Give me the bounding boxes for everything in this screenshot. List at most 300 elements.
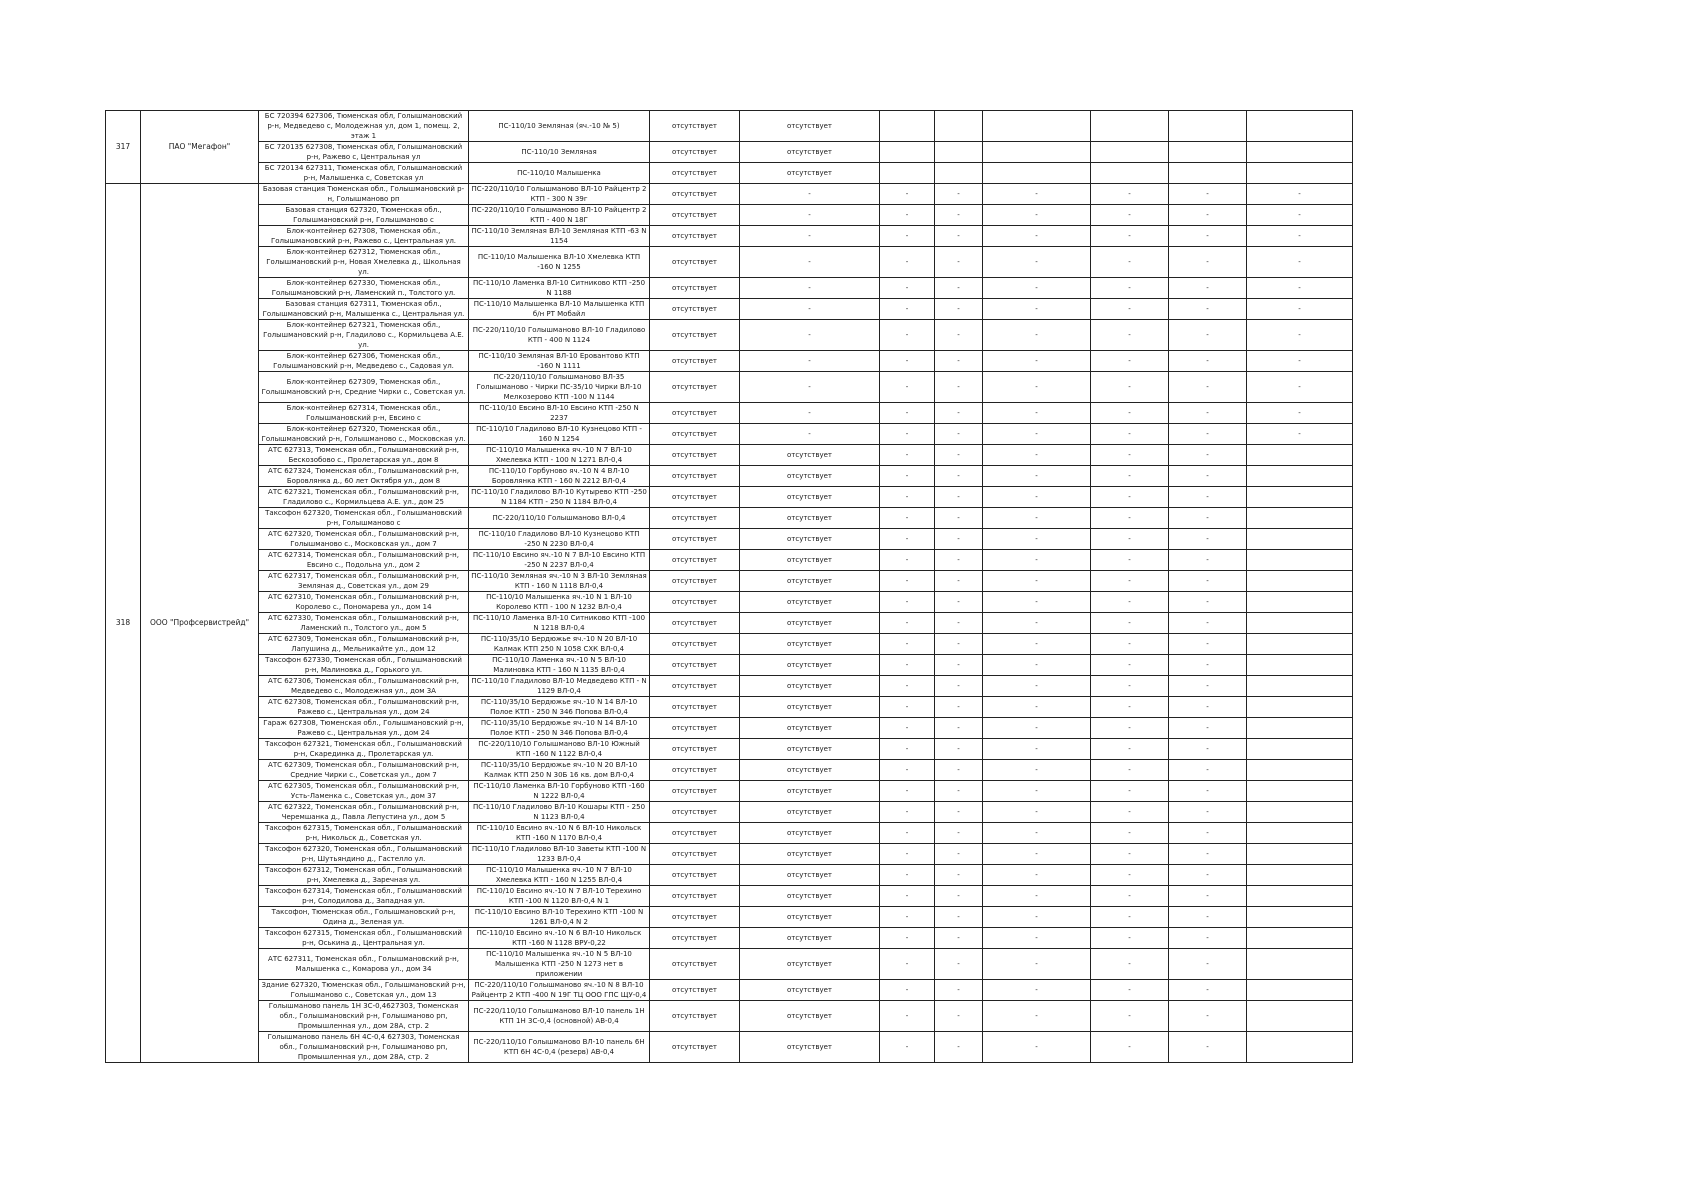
value-cell-5: - [983, 886, 1091, 907]
power-source-cell: ПС-110/10 Малышенка ВЛ-10 Хмелевка КТП -160 N 1255 [469, 247, 650, 278]
value-cell-4: - [935, 508, 983, 529]
value-cell-5: - [983, 697, 1091, 718]
status-cell-2: отсутствует [740, 550, 880, 571]
power-source-cell: ПС-110/10 Земляная (яч.-10 № 5) [469, 111, 650, 142]
status-cell-1: отсутствует [650, 844, 740, 865]
value-cell-6 [1091, 111, 1169, 142]
power-source-cell: ПС-110/10 Ламенка ВЛ-10 Горбуново КТП -160 N 1222 ВЛ-0,4 [469, 781, 650, 802]
value-cell-3: - [880, 445, 935, 466]
value-cell-4: - [935, 424, 983, 445]
value-cell-5: - [983, 184, 1091, 205]
value-cell-6 [1091, 163, 1169, 184]
value-cell-7: - [1169, 278, 1247, 299]
value-cell-5 [983, 163, 1091, 184]
value-cell-8 [1247, 781, 1353, 802]
table-row [106, 980, 1353, 1001]
value-cell-6: - [1091, 226, 1169, 247]
status-cell-2: отсутствует [740, 760, 880, 781]
value-cell-8 [1247, 865, 1353, 886]
value-cell-6: - [1091, 445, 1169, 466]
object-cell: АТС 627306, Тюменская обл., Голышмановский р-н, Медведево с., Молодежная ул., дом 3А [259, 676, 469, 697]
status-cell-2: отсутствует [740, 613, 880, 634]
status-cell-2: - [740, 205, 880, 226]
value-cell-3: - [880, 247, 935, 278]
value-cell-5: - [983, 205, 1091, 226]
value-cell-3: - [880, 1001, 935, 1032]
value-cell-3 [880, 142, 935, 163]
table-row [106, 718, 1353, 739]
value-cell-6: - [1091, 529, 1169, 550]
status-cell-1: отсутствует [650, 299, 740, 320]
object-cell: Таксофон 627330, Тюменская обл., Голышмановский р-н, Малиновка д., Горького ул. [259, 655, 469, 676]
status-cell-2: отсутствует [740, 445, 880, 466]
table-row [106, 184, 1353, 205]
value-cell-4: - [935, 351, 983, 372]
object-cell: Голышманово панель 1Н 3С-0,4627303, Тюменская обл., Голышмановский р-н, Голышманово рп, Промышленная ул., дом 28А, стр. 2 [259, 1001, 469, 1032]
status-cell-2: отсутствует [740, 592, 880, 613]
object-cell: АТС 627309, Тюменская обл., Голышмановский р-н, Лапушина д., Мельникайте ул., дом 12 [259, 634, 469, 655]
value-cell-7: - [1169, 865, 1247, 886]
value-cell-8: - [1247, 424, 1353, 445]
value-cell-8 [1247, 111, 1353, 142]
value-cell-6: - [1091, 655, 1169, 676]
object-cell: Здание 627320, Тюменская обл., Голышмановский р-н, Голышманово с., Советская ул., дом 13 [259, 980, 469, 1001]
value-cell-8: - [1247, 184, 1353, 205]
value-cell-7: - [1169, 372, 1247, 403]
table-row [106, 278, 1353, 299]
value-cell-4: - [935, 844, 983, 865]
value-cell-3: - [880, 949, 935, 980]
status-cell-2: отсутствует [740, 508, 880, 529]
value-cell-6: - [1091, 613, 1169, 634]
status-cell-2: отсутствует [740, 529, 880, 550]
value-cell-4: - [935, 592, 983, 613]
value-cell-8 [1247, 142, 1353, 163]
value-cell-6: - [1091, 351, 1169, 372]
status-cell-2: отсутствует [740, 928, 880, 949]
value-cell-6: - [1091, 205, 1169, 226]
value-cell-4 [935, 111, 983, 142]
object-cell: АТС 627314, Тюменская обл., Голышмановский р-н, Евсино с., Подольна ул., дом 2 [259, 550, 469, 571]
value-cell-4: - [935, 445, 983, 466]
value-cell-6: - [1091, 718, 1169, 739]
value-cell-3: - [880, 760, 935, 781]
object-cell: Блок-контейнер 627308, Тюменская обл., Голышмановский р-н, Ражево с., Центральная ул. [259, 226, 469, 247]
value-cell-3: - [880, 781, 935, 802]
value-cell-6: - [1091, 299, 1169, 320]
status-cell-1: отсутствует [650, 226, 740, 247]
table-row [106, 571, 1353, 592]
table-row [106, 697, 1353, 718]
value-cell-7: - [1169, 928, 1247, 949]
value-cell-5: - [983, 487, 1091, 508]
status-cell-2: отсутствует [740, 844, 880, 865]
value-cell-5: - [983, 508, 1091, 529]
power-source-cell: ПС-110/10 Евсино ВЛ-10 Терехино КТП -100 N 1261 ВЛ-0,4 N 2 [469, 907, 650, 928]
status-cell-1: отсутствует [650, 823, 740, 844]
status-cell-1: отсутствует [650, 529, 740, 550]
value-cell-8: - [1247, 372, 1353, 403]
value-cell-8: - [1247, 205, 1353, 226]
value-cell-5: - [983, 655, 1091, 676]
organization-cell: ПАО "Мегафон" [141, 111, 259, 184]
table-row [106, 445, 1353, 466]
table-row [106, 1032, 1353, 1063]
table-row [106, 844, 1353, 865]
object-cell: Базовая станция Тюменская обл., Голышмановский р-н, Голышманово рп [259, 184, 469, 205]
object-cell: БС 720135 627308, Тюменская обл, Голышмановский р-н, Ражево с, Центральная ул [259, 142, 469, 163]
value-cell-8 [1247, 550, 1353, 571]
power-source-cell: ПС-110/10 Малышенка ВЛ-10 Малышенка КТП б/н РТ Мобайл [469, 299, 650, 320]
value-cell-7: - [1169, 907, 1247, 928]
value-cell-5: - [983, 739, 1091, 760]
object-cell: Блок-контейнер 627309, Тюменская обл., Голышмановский р-н, Средние Чирки с., Советская ул. [259, 372, 469, 403]
object-cell: АТС 627305, Тюменская обл., Голышмановский р-н, Усть-Ламенка с., Советская ул., дом 37 [259, 781, 469, 802]
value-cell-3: - [880, 1032, 935, 1063]
value-cell-4: - [935, 823, 983, 844]
value-cell-4: - [935, 928, 983, 949]
status-cell-1: отсутствует [650, 865, 740, 886]
value-cell-8 [1247, 466, 1353, 487]
value-cell-3: - [880, 886, 935, 907]
object-cell: Базовая станция 627320, Тюменская обл., Голышмановский р-н, Голышманово с [259, 205, 469, 226]
value-cell-5: - [983, 445, 1091, 466]
row-number-cell: 318 [106, 184, 141, 1063]
status-cell-1: отсутствует [650, 351, 740, 372]
value-cell-4: - [935, 529, 983, 550]
power-source-cell: ПС-220/110/10 Голышманово ВЛ-10 панель 6Н КТП 6Н 4С-0,4 (резерв) АВ-0,4 [469, 1032, 650, 1063]
value-cell-6: - [1091, 466, 1169, 487]
object-cell: АТС 627309, Тюменская обл., Голышмановский р-н, Средние Чирки с., Советская ул., дом 7 [259, 760, 469, 781]
value-cell-7: - [1169, 550, 1247, 571]
value-cell-4 [935, 142, 983, 163]
value-cell-3: - [880, 613, 935, 634]
value-cell-8 [1247, 886, 1353, 907]
value-cell-6: - [1091, 424, 1169, 445]
status-cell-2: - [740, 403, 880, 424]
value-cell-7: - [1169, 508, 1247, 529]
value-cell-8 [1247, 907, 1353, 928]
object-cell: БС 720394 627306, Тюменская обл, Голышмановский р-н, Медведево с, Молодежная ул, дом 1, помещ. 2, этаж 1 [259, 111, 469, 142]
value-cell-8 [1247, 592, 1353, 613]
value-cell-5: - [983, 949, 1091, 980]
value-cell-7: - [1169, 844, 1247, 865]
value-cell-3: - [880, 403, 935, 424]
value-cell-5: - [983, 592, 1091, 613]
value-cell-6: - [1091, 980, 1169, 1001]
value-cell-4: - [935, 278, 983, 299]
value-cell-7: - [1169, 781, 1247, 802]
status-cell-1: отсутствует [650, 372, 740, 403]
value-cell-6: - [1091, 634, 1169, 655]
status-cell-2: отсутствует [740, 697, 880, 718]
status-cell-1: отсутствует [650, 781, 740, 802]
value-cell-8: - [1247, 226, 1353, 247]
status-cell-1: отсутствует [650, 655, 740, 676]
value-cell-8 [1247, 655, 1353, 676]
status-cell-2: отсутствует [740, 980, 880, 1001]
value-cell-5: - [983, 299, 1091, 320]
value-cell-6: - [1091, 823, 1169, 844]
object-cell: Блок-контейнер 627320, Тюменская обл., Голышмановский р-н, Голышманово с., Московская ул. [259, 424, 469, 445]
power-source-cell: ПС-110/10 Ламенка ВЛ-10 Ситниково КТП -250 N 1188 [469, 278, 650, 299]
document-page [105, 110, 1352, 1063]
power-source-cell: ПС-110/35/10 Бердюжье яч.-10 N 14 ВЛ-10 Полое КТП - 250 N 346 Попова ВЛ-0,4 [469, 697, 650, 718]
value-cell-5: - [983, 320, 1091, 351]
value-cell-3: - [880, 592, 935, 613]
status-cell-2: отсутствует [740, 487, 880, 508]
value-cell-6: - [1091, 184, 1169, 205]
value-cell-7: - [1169, 466, 1247, 487]
value-cell-7: - [1169, 823, 1247, 844]
value-cell-3: - [880, 351, 935, 372]
value-cell-4: - [935, 760, 983, 781]
value-cell-3: - [880, 676, 935, 697]
value-cell-4: - [935, 886, 983, 907]
table-row [106, 403, 1353, 424]
value-cell-7: - [1169, 487, 1247, 508]
status-cell-2: отсутствует [740, 634, 880, 655]
status-cell-2: - [740, 299, 880, 320]
table-row [106, 247, 1353, 278]
power-source-cell: ПС-110/10 Малышенка яч.-10 N 7 ВЛ-10 Хмелевка КТП - 160 N 1255 ВЛ-0,4 [469, 865, 650, 886]
status-cell-1: отсутствует [650, 184, 740, 205]
status-cell-1: отсутствует [650, 928, 740, 949]
value-cell-4: - [935, 781, 983, 802]
status-cell-2: отсутствует [740, 571, 880, 592]
value-cell-8 [1247, 571, 1353, 592]
status-cell-2: - [740, 320, 880, 351]
value-cell-5: - [983, 372, 1091, 403]
value-cell-8 [1247, 949, 1353, 980]
value-cell-7: - [1169, 676, 1247, 697]
object-cell: АТС 627308, Тюменская обл., Голышмановский р-н, Ражево с., Центральная ул., дом 24 [259, 697, 469, 718]
value-cell-7: - [1169, 886, 1247, 907]
value-cell-8 [1247, 634, 1353, 655]
status-cell-1: отсутствует [650, 487, 740, 508]
power-source-cell: ПС-110/35/10 Бердюжье яч.-10 N 14 ВЛ-10 Полое КТП - 250 N 346 Попова ВЛ-0,4 [469, 718, 650, 739]
value-cell-5: - [983, 802, 1091, 823]
value-cell-3 [880, 163, 935, 184]
value-cell-4: - [935, 697, 983, 718]
power-source-cell: ПС-220/110/10 Голышманово ВЛ-35 Голышманово - Чирки ПС-35/10 Чирки ВЛ-10 Мелкозерово КТП -100 N 1144 [469, 372, 650, 403]
status-cell-2: отсутствует [740, 802, 880, 823]
table-body [106, 111, 1353, 1063]
power-source-cell: ПС-220/110/10 Голышманово ВЛ-10 панель 1Н КТП 1Н 3С-0,4 (основной) АВ-0,4 [469, 1001, 650, 1032]
value-cell-3: - [880, 865, 935, 886]
power-source-cell: ПС-110/10 Малышенка яч.-10 N 1 ВЛ-10 Королево КТП - 100 N 1232 ВЛ-0,4 [469, 592, 650, 613]
value-cell-5: - [983, 823, 1091, 844]
value-cell-8: - [1247, 247, 1353, 278]
status-cell-1: отсутствует [650, 320, 740, 351]
value-cell-5: - [983, 529, 1091, 550]
value-cell-4: - [935, 613, 983, 634]
table-row [106, 802, 1353, 823]
object-cell: Таксофон 627320, Тюменская обл., Голышмановский р-н, Голышманово с [259, 508, 469, 529]
value-cell-6: - [1091, 487, 1169, 508]
object-cell: АТС 627317, Тюменская обл., Голышмановский р-н, Земляная д., Советская ул., дом 29 [259, 571, 469, 592]
object-cell: АТС 627330, Тюменская обл., Голышмановский р-н, Ламенский п., Толстого ул., дом 5 [259, 613, 469, 634]
value-cell-8: - [1247, 320, 1353, 351]
status-cell-1: отсутствует [650, 278, 740, 299]
table-row [106, 676, 1353, 697]
status-cell-1: отсутствует [650, 205, 740, 226]
value-cell-4: - [935, 676, 983, 697]
status-cell-2: отсутствует [740, 142, 880, 163]
value-cell-3: - [880, 823, 935, 844]
value-cell-4: - [935, 299, 983, 320]
row-number-cell: 317 [106, 111, 141, 184]
value-cell-7: - [1169, 571, 1247, 592]
table-row [106, 163, 1353, 184]
status-cell-2: отсутствует [740, 823, 880, 844]
value-cell-8 [1247, 676, 1353, 697]
status-cell-2: отсутствует [740, 676, 880, 697]
value-cell-6: - [1091, 781, 1169, 802]
status-cell-2: - [740, 247, 880, 278]
value-cell-4: - [935, 718, 983, 739]
object-cell: Базовая станция 627311, Тюменская обл., Голышмановский р-н, Малышенка с., Центральная ул. [259, 299, 469, 320]
value-cell-7: - [1169, 980, 1247, 1001]
value-cell-6 [1091, 142, 1169, 163]
table-row [106, 351, 1353, 372]
object-cell: Таксофон 627314, Тюменская обл., Голышмановский р-н, Солодилова д., Западная ул. [259, 886, 469, 907]
value-cell-6: - [1091, 247, 1169, 278]
table-row [106, 739, 1353, 760]
object-cell: АТС 627320, Тюменская обл., Голышмановский р-н, Голышманово с., Московская ул., дом 7 [259, 529, 469, 550]
power-source-cell: ПС-110/10 Гладилово ВЛ-10 Заветы КТП -100 N 1233 ВЛ-0,4 [469, 844, 650, 865]
object-cell: АТС 627313, Тюменская обл., Голышмановский р-н, Бескозобово с., Пролетарская ул., дом 8 [259, 445, 469, 466]
object-cell: Блок-контейнер 627306, Тюменская обл., Голышмановский р-н, Медведево с., Садовая ул. [259, 351, 469, 372]
status-cell-1: отсутствует [650, 163, 740, 184]
object-cell: Таксофон 627315, Тюменская обл., Голышмановский р-н, Никольск д., Советская ул. [259, 823, 469, 844]
value-cell-5: - [983, 466, 1091, 487]
status-cell-1: отсутствует [650, 1001, 740, 1032]
status-cell-1: отсутствует [650, 424, 740, 445]
table-row [106, 299, 1353, 320]
value-cell-3: - [880, 205, 935, 226]
status-cell-2: отсутствует [740, 1032, 880, 1063]
value-cell-8 [1247, 980, 1353, 1001]
value-cell-4: - [935, 571, 983, 592]
value-cell-3: - [880, 718, 935, 739]
table-row [106, 226, 1353, 247]
value-cell-3: - [880, 928, 935, 949]
power-source-cell: ПС-110/10 Евсино яч.-10 N 6 ВЛ-10 Никольск КТП -160 N 1128 ВРУ-0,22 [469, 928, 650, 949]
value-cell-6: - [1091, 676, 1169, 697]
value-cell-5: - [983, 907, 1091, 928]
status-cell-1: отсутствует [650, 466, 740, 487]
value-cell-4: - [935, 403, 983, 424]
status-cell-1: отсутствует [650, 634, 740, 655]
power-source-cell: ПС-110/10 Гладилово ВЛ-10 Медведево КТП - N 1129 ВЛ-0,4 [469, 676, 650, 697]
value-cell-8 [1247, 739, 1353, 760]
value-cell-6: - [1091, 278, 1169, 299]
status-cell-2: отсутствует [740, 163, 880, 184]
value-cell-6: - [1091, 1001, 1169, 1032]
power-source-cell: ПС-110/10 Евсино ВЛ-10 Евсино КТП -250 N 2237 [469, 403, 650, 424]
value-cell-3: - [880, 278, 935, 299]
value-cell-3: - [880, 655, 935, 676]
table-row [106, 205, 1353, 226]
value-cell-8: - [1247, 403, 1353, 424]
value-cell-4: - [935, 550, 983, 571]
value-cell-3: - [880, 980, 935, 1001]
power-source-cell: ПС-110/10 Малышенка яч.-10 N 5 ВЛ-10 Малышенка КТП -250 N 1273 нет в приложении [469, 949, 650, 980]
value-cell-4: - [935, 247, 983, 278]
value-cell-4: - [935, 1032, 983, 1063]
value-cell-5 [983, 142, 1091, 163]
status-cell-2: отсутствует [740, 886, 880, 907]
value-cell-7: - [1169, 299, 1247, 320]
value-cell-4: - [935, 1001, 983, 1032]
power-source-cell: ПС-220/110/10 Голышманово ВЛ-0,4 [469, 508, 650, 529]
value-cell-7: - [1169, 655, 1247, 676]
power-source-cell: ПС-110/10 Малышенка яч.-10 N 7 ВЛ-10 Хмелевка КТП - 100 N 1271 ВЛ-0,4 [469, 445, 650, 466]
power-source-cell: ПС-110/10 Гладилово ВЛ-10 Кутырево КТП -250 N 1184 КТП - 250 N 1184 ВЛ-0,4 [469, 487, 650, 508]
value-cell-7: - [1169, 739, 1247, 760]
value-cell-5: - [983, 1001, 1091, 1032]
object-cell: АТС 627321, Тюменская обл., Голышмановский р-н, Гладилово с., Кормильцева А.Е. ул., дом 25 [259, 487, 469, 508]
status-cell-1: отсутствует [650, 739, 740, 760]
value-cell-5: - [983, 634, 1091, 655]
status-cell-1: отсутствует [650, 718, 740, 739]
value-cell-4: - [935, 372, 983, 403]
object-cell: АТС 627311, Тюменская обл., Голышмановский р-н, Малышенка с., Комарова ул., дом 34 [259, 949, 469, 980]
value-cell-5: - [983, 1032, 1091, 1063]
value-cell-7: - [1169, 445, 1247, 466]
power-source-cell: ПС-110/10 Земляная ВЛ-10 Земляная КТП -63 N 1154 [469, 226, 650, 247]
status-cell-2: отсутствует [740, 466, 880, 487]
value-cell-4: - [935, 320, 983, 351]
value-cell-5: - [983, 760, 1091, 781]
power-source-cell: ПС-110/35/10 Бердюжье яч.-10 N 20 ВЛ-10 Калмак КТП 250 N 30Б 16 кв. дом ВЛ-0,4 [469, 760, 650, 781]
table-row [106, 613, 1353, 634]
value-cell-6: - [1091, 949, 1169, 980]
value-cell-7: - [1169, 247, 1247, 278]
status-cell-1: отсутствует [650, 802, 740, 823]
value-cell-7: - [1169, 718, 1247, 739]
value-cell-7: - [1169, 226, 1247, 247]
value-cell-3: - [880, 487, 935, 508]
value-cell-7: - [1169, 802, 1247, 823]
object-cell: АТС 627322, Тюменская обл., Голышмановский р-н, Черемшанка д., Павла Лепустина ул., дом 5 [259, 802, 469, 823]
object-cell: Таксофон 627320, Тюменская обл., Голышмановский р-н, Шутьяндино д., Гастелло ул. [259, 844, 469, 865]
object-cell: Блок-контейнер 627312, Тюменская обл., Голышмановский р-н, Новая Хмелевка д., Школьная ул. [259, 247, 469, 278]
status-cell-1: отсутствует [650, 1032, 740, 1063]
power-source-cell: ПС-110/10 Гладилово ВЛ-10 Кошары КТП - 250 N 1123 ВЛ-0,4 [469, 802, 650, 823]
status-cell-1: отсутствует [650, 613, 740, 634]
status-cell-1: отсутствует [650, 592, 740, 613]
value-cell-8 [1247, 445, 1353, 466]
value-cell-7 [1169, 163, 1247, 184]
status-cell-1: отсутствует [650, 508, 740, 529]
value-cell-6: - [1091, 886, 1169, 907]
value-cell-4: - [935, 980, 983, 1001]
value-cell-8 [1247, 718, 1353, 739]
status-cell-2: - [740, 226, 880, 247]
value-cell-8 [1247, 508, 1353, 529]
status-cell-1: отсутствует [650, 403, 740, 424]
table-row [106, 466, 1353, 487]
value-cell-4: - [935, 487, 983, 508]
value-cell-3: - [880, 299, 935, 320]
value-cell-6: - [1091, 592, 1169, 613]
value-cell-3: - [880, 424, 935, 445]
value-cell-6: - [1091, 928, 1169, 949]
value-cell-6: - [1091, 403, 1169, 424]
organization-cell: ООО "Профсервистрейд" [141, 184, 259, 1063]
